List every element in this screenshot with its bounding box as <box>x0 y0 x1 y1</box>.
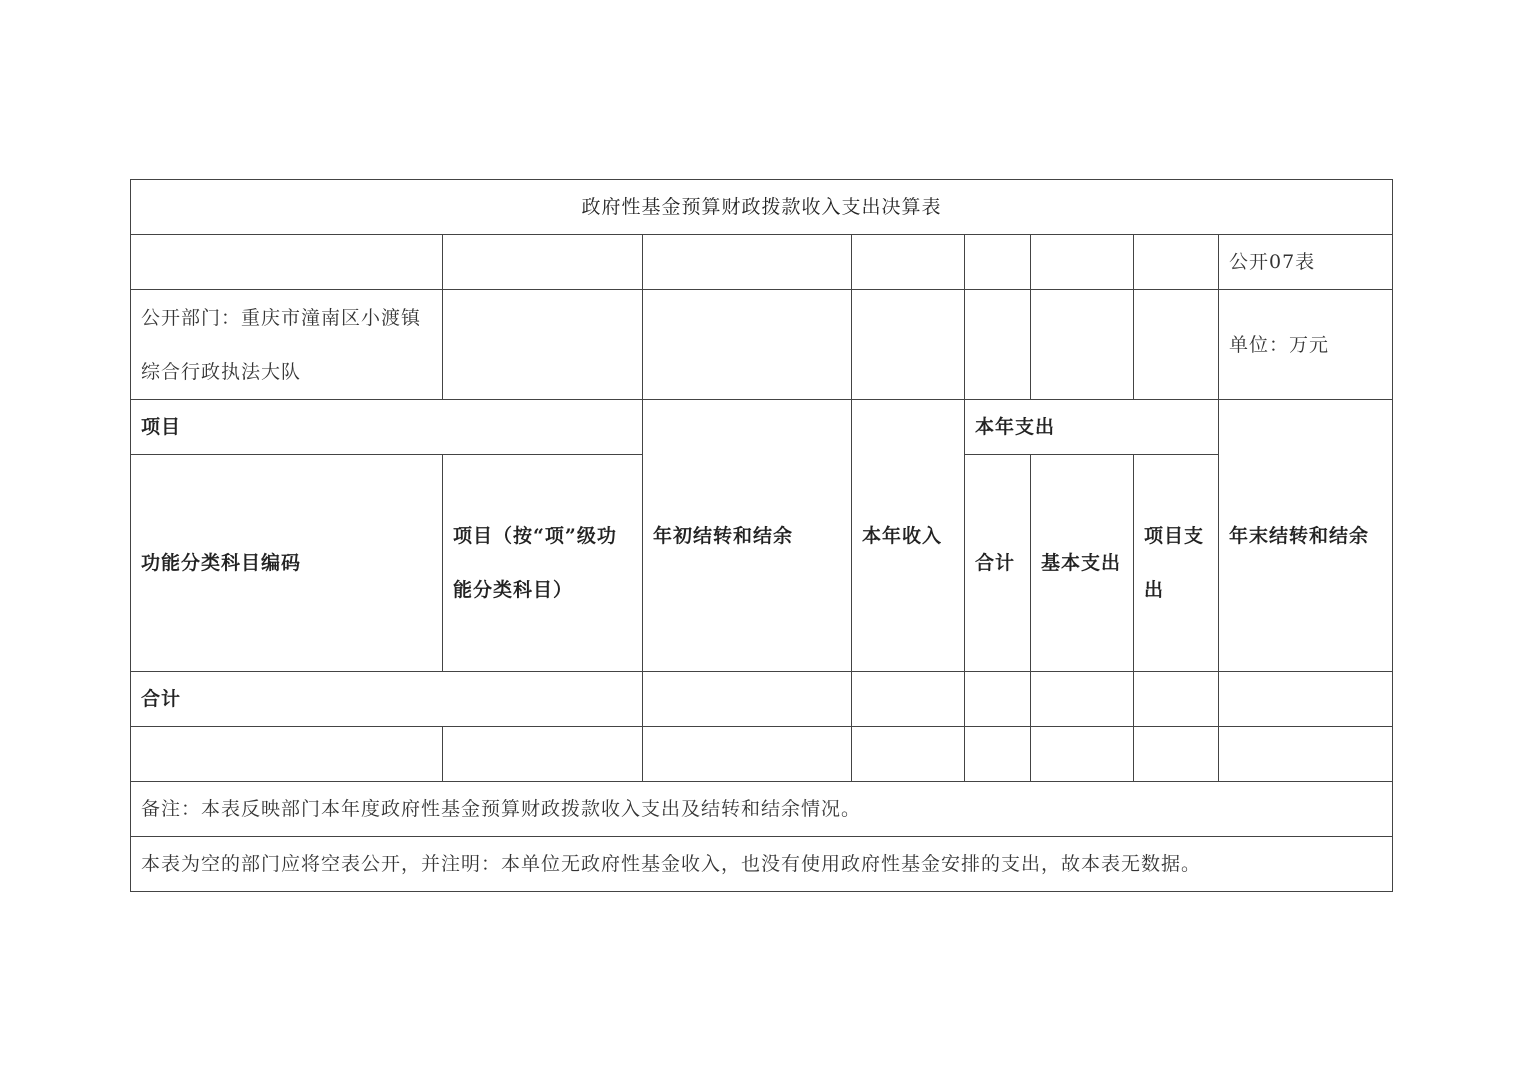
header-income: 本年收入 <box>852 400 965 672</box>
empty-cell <box>1031 672 1134 727</box>
empty-cell <box>643 727 852 782</box>
empty-cell <box>852 672 965 727</box>
table-title: 政府性基金预算财政拨款收入支出决算表 <box>131 180 1393 235</box>
empty-cell <box>131 235 443 290</box>
empty-cell <box>852 235 965 290</box>
empty-cell <box>443 290 643 400</box>
empty-cell <box>643 235 852 290</box>
header-begin-balance: 年初结转和结余 <box>643 400 852 672</box>
empty-cell <box>965 672 1031 727</box>
empty-cell <box>1134 672 1219 727</box>
header-total: 合计 <box>965 455 1031 672</box>
empty-cell <box>965 290 1031 400</box>
empty-cell <box>443 235 643 290</box>
header-basic: 基本支出 <box>1031 455 1134 672</box>
budget-table <box>130 179 1393 892</box>
empty-cell <box>1134 235 1219 290</box>
empty-cell <box>1219 672 1393 727</box>
note-1: 备注：本表反映部门本年度政府性基金预算财政拨款收入支出及结转和结余情况。 <box>131 782 1393 837</box>
empty-cell <box>1031 290 1134 400</box>
empty-cell <box>965 727 1031 782</box>
header-code: 功能分类科目编码 <box>131 455 443 672</box>
empty-cell <box>1134 290 1219 400</box>
form-number: 公开07表 <box>1219 235 1393 290</box>
empty-cell <box>131 727 443 782</box>
header-end-balance: 年末结转和结余 <box>1219 400 1393 672</box>
empty-cell <box>443 727 643 782</box>
note-2: 本表为空的部门应将空表公开，并注明：本单位无政府性基金收入，也没有使用政府性基金安排的支出，故本表无数据。 <box>131 837 1393 892</box>
empty-cell <box>852 290 965 400</box>
unit-label: 单位：万元 <box>1219 290 1393 400</box>
empty-cell <box>643 290 852 400</box>
header-expense: 本年支出 <box>965 400 1219 455</box>
empty-cell <box>1134 727 1219 782</box>
department-label: 公开部门：重庆市潼南区小渡镇综合行政执法大队 <box>131 290 443 400</box>
header-project: 项目支出 <box>1134 455 1219 672</box>
header-item-name: 项目（按“项”级功能分类科目） <box>443 455 643 672</box>
empty-cell <box>1031 727 1134 782</box>
total-row-label: 合计 <box>131 672 643 727</box>
header-item: 项目 <box>131 400 643 455</box>
empty-cell <box>852 727 965 782</box>
empty-cell <box>643 672 852 727</box>
empty-cell <box>1219 727 1393 782</box>
empty-cell <box>965 235 1031 290</box>
empty-cell <box>1031 235 1134 290</box>
